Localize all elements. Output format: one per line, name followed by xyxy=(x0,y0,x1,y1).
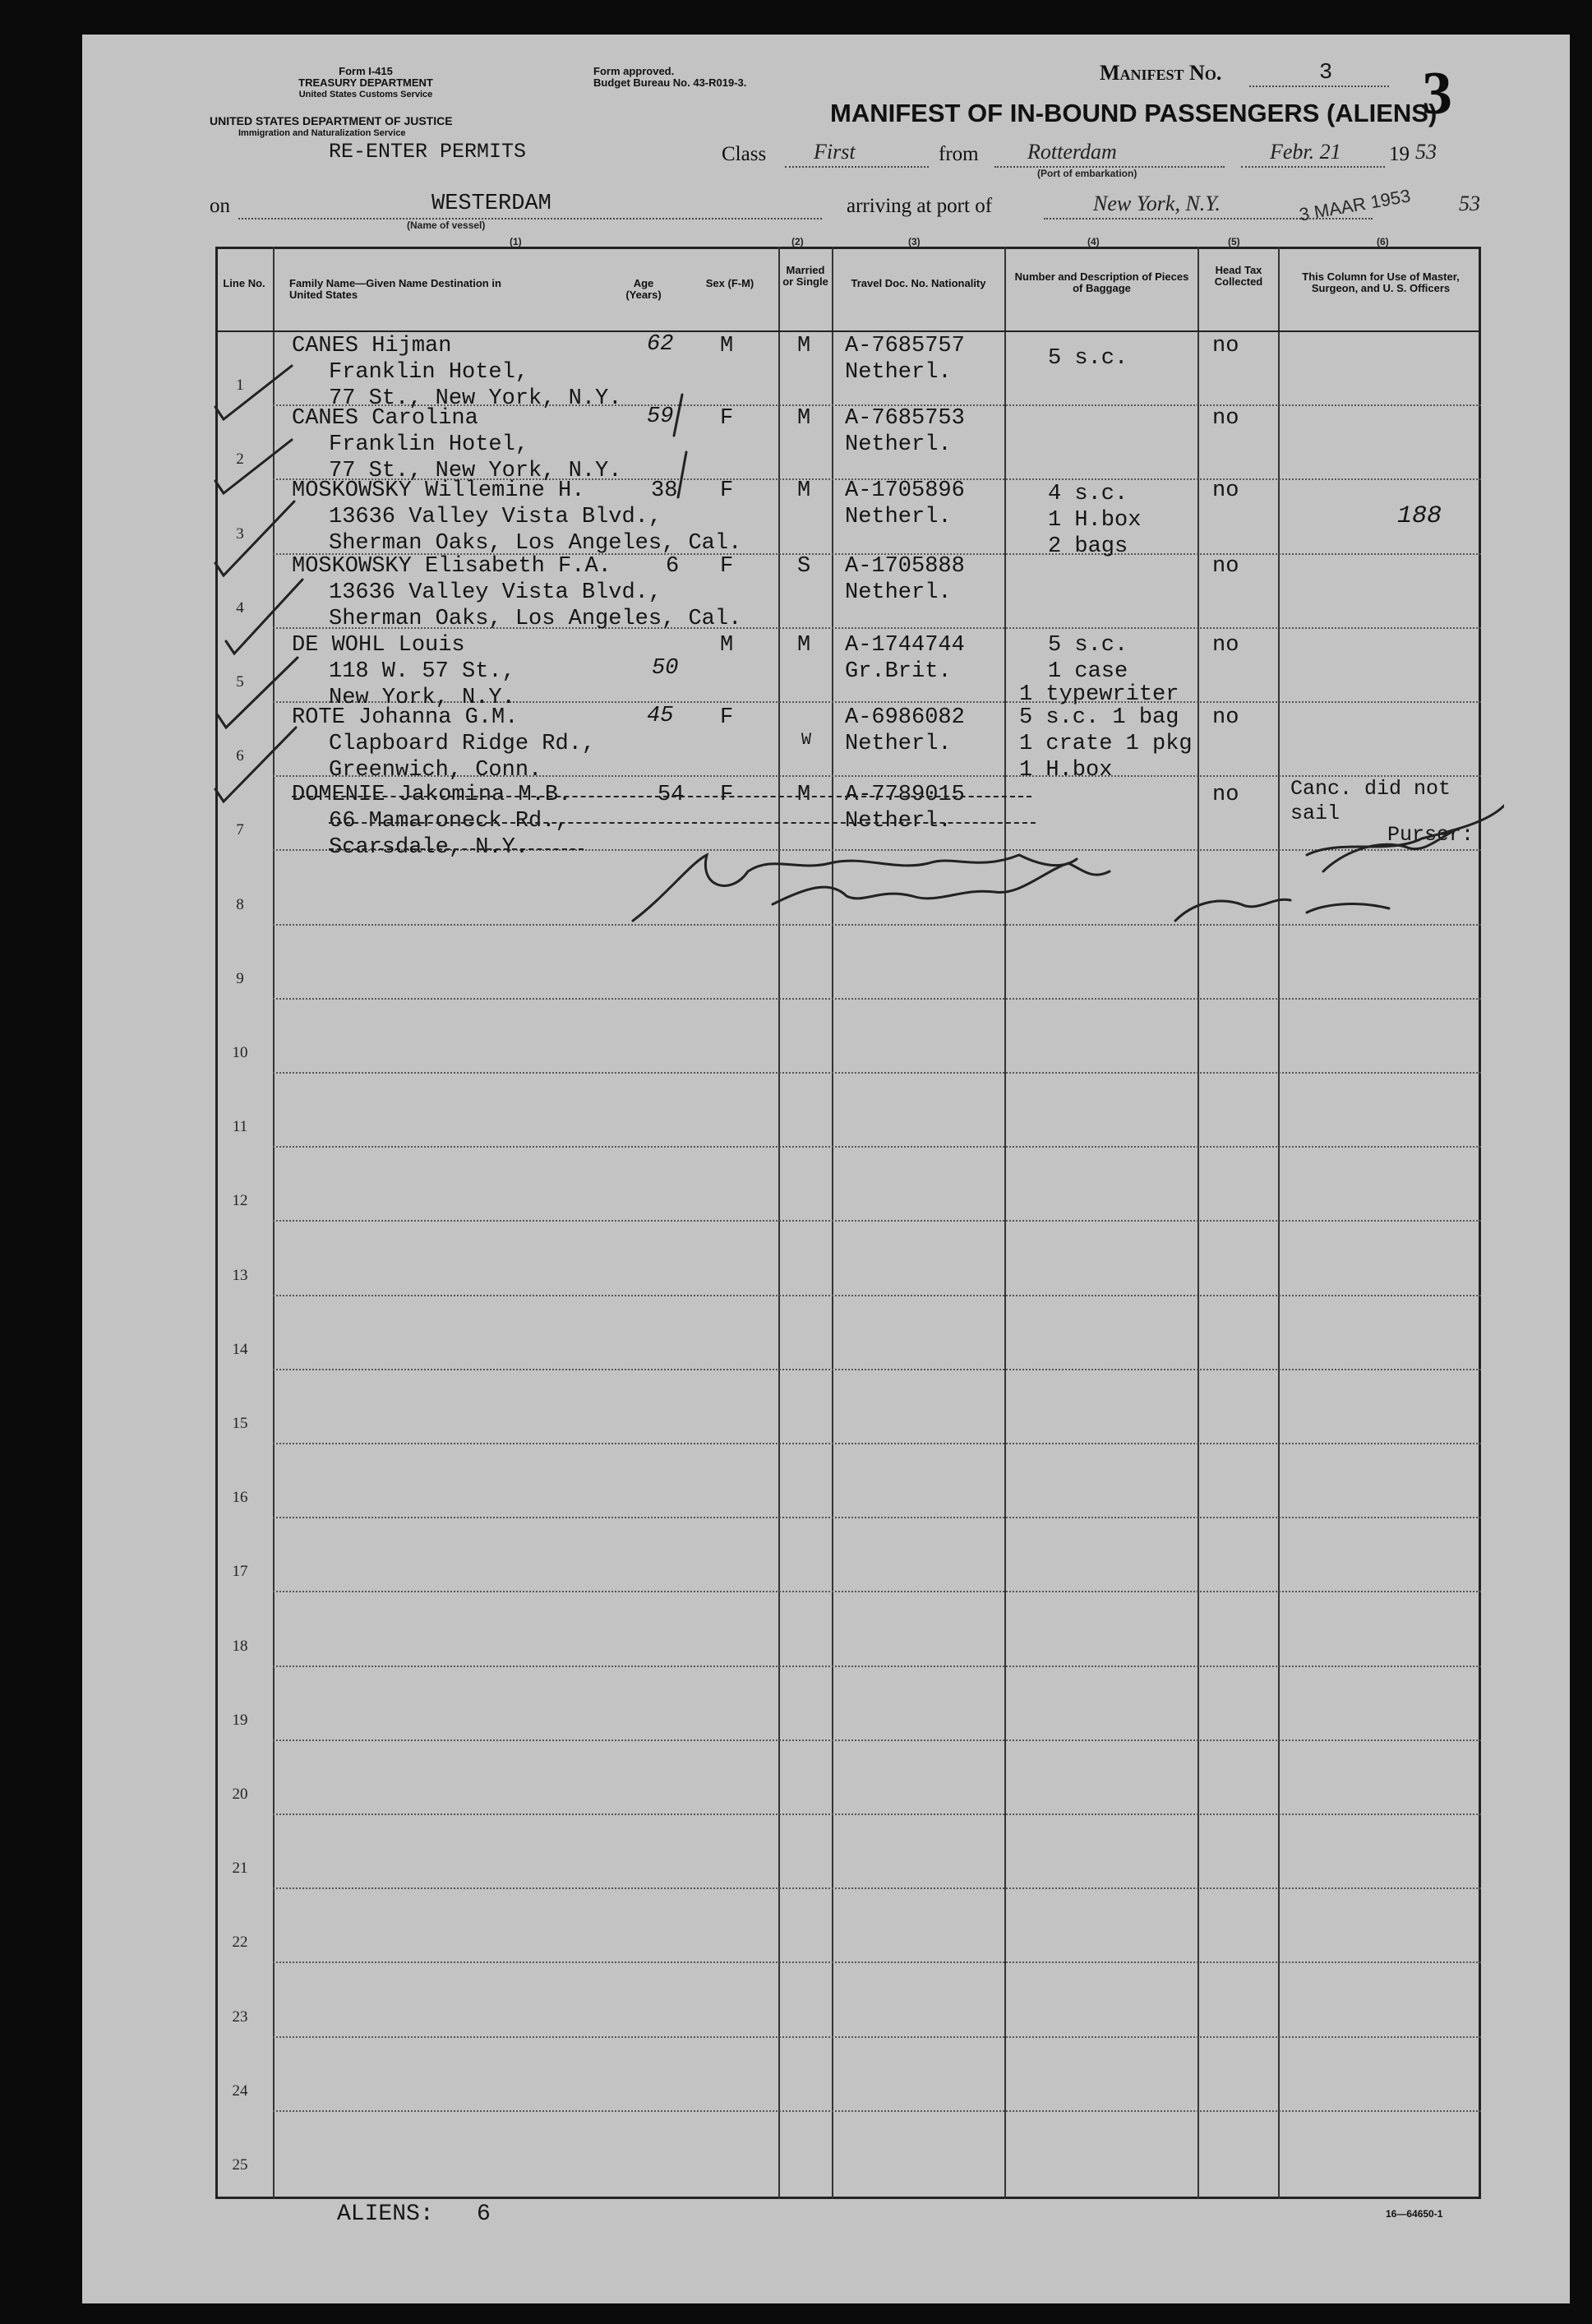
col-num-6: (6) xyxy=(1377,236,1389,247)
passenger-age: 6 xyxy=(666,554,680,579)
line-number: 17 xyxy=(232,1563,248,1580)
destination-line2: 77 St., New York, N.Y. xyxy=(329,386,622,411)
row-separator xyxy=(273,1887,1481,1889)
col-num-4: (4) xyxy=(1087,236,1100,247)
check-mark xyxy=(215,501,294,575)
passenger-name: ROTE Johanna G.M. xyxy=(292,705,519,730)
row-separator xyxy=(273,1740,1481,1741)
purser-label: Purser: xyxy=(1387,823,1474,847)
line-number: 19 xyxy=(232,1712,248,1729)
check-mark xyxy=(215,728,296,802)
signature-initials xyxy=(1175,899,1290,921)
travel-doc-number: A-7789015 xyxy=(845,783,965,807)
passenger-sex: F xyxy=(720,554,734,579)
row-separator xyxy=(273,1072,1481,1074)
check-mark xyxy=(226,580,302,654)
class-value: First xyxy=(814,140,856,164)
approval-block xyxy=(593,66,746,89)
col-num-5: (5) xyxy=(1228,236,1240,247)
departure-year: 53 xyxy=(1415,140,1437,164)
row-separator xyxy=(273,1443,1481,1444)
baggage-line2: 1 H.box xyxy=(1048,508,1142,533)
header-travel-doc: Travel Doc. No. Nationality xyxy=(851,277,986,289)
line-number: 15 xyxy=(232,1415,248,1432)
form-code: 16—64650-1 xyxy=(1386,2208,1443,2220)
purser-signature xyxy=(1323,830,1455,871)
passenger-name: DOMENIE Jakomina M.B. xyxy=(292,783,572,807)
signature xyxy=(773,863,1110,904)
ins-service: Immigration and Naturalization Service xyxy=(238,128,406,138)
check-mark xyxy=(215,440,292,493)
passenger-name: CANES Carolina xyxy=(292,406,478,431)
baggage-line3: 1 typewriter xyxy=(1019,682,1179,707)
line-number: 24 xyxy=(232,2082,248,2100)
destination-line2: New York, N.Y. xyxy=(329,686,515,710)
manifest-title: MANIFEST OF IN-BOUND PASSENGERS (ALIENS) xyxy=(830,99,1437,127)
tick-mark xyxy=(678,452,686,497)
header-head-tax: Head Tax Collected xyxy=(1214,264,1263,288)
baggage-line2: 1 crate 1 pkg xyxy=(1019,732,1193,756)
destination-line1: 13636 Valley Vista Blvd., xyxy=(329,580,662,605)
arriving-label: arriving at port of xyxy=(847,195,993,217)
officer-note: Canc. did not sail xyxy=(1290,777,1451,825)
manifest-big-number: 3 xyxy=(1422,60,1452,127)
baggage-line3: 2 bags xyxy=(1048,534,1128,559)
form-id-block xyxy=(271,66,460,100)
passenger-age: 45 xyxy=(647,704,674,728)
passenger-age: 54 xyxy=(658,783,685,807)
officer-note: 188 xyxy=(1397,502,1442,530)
baggage-line1: 5 s.c. 1 bag xyxy=(1019,705,1179,730)
destination-line1: Franklin Hotel, xyxy=(329,432,529,457)
form-approved: Form approved. xyxy=(593,65,675,77)
marital-status: S xyxy=(797,554,811,579)
col-num-2: (2) xyxy=(791,236,804,247)
row-separator xyxy=(273,1146,1481,1148)
aliens-label: ALIENS: xyxy=(337,2202,434,2227)
passenger-age: 50 xyxy=(652,656,679,681)
arrival-date-stamp: 3 MAAR 1953 xyxy=(1297,185,1413,225)
row-separator xyxy=(273,2110,1481,2112)
line-number: 3 xyxy=(236,525,244,543)
header-officers: This Column for Use of Master, Surgeon, and U. S. Officers xyxy=(1302,270,1460,294)
nationality: Gr.Brit. xyxy=(845,659,952,684)
arrival-year: 53 xyxy=(1459,192,1480,215)
treasury-dept: TREASURY DEPARTMENT xyxy=(298,76,433,89)
passenger-name: CANES Hijman xyxy=(292,334,452,358)
destination-line2: Scarsdale, N.Y. xyxy=(329,835,529,860)
line-number: 4 xyxy=(236,599,244,617)
from-value: Rotterdam xyxy=(1027,140,1117,164)
marital-status: M xyxy=(797,633,811,658)
manifest-no-value: 3 xyxy=(1319,61,1333,85)
baggage-line1: 4 s.c. xyxy=(1048,482,1128,506)
passenger-age: 62 xyxy=(647,332,674,357)
row-separator xyxy=(273,1517,1481,1518)
travel-doc-number: A-7685753 xyxy=(845,406,965,431)
baggage-line1: 5 s.c. xyxy=(1048,346,1128,371)
passenger-sex: F xyxy=(720,705,734,730)
passenger-age: 38 xyxy=(651,478,678,503)
travel-doc-number: A-1744744 xyxy=(845,633,965,658)
head-tax: no xyxy=(1212,406,1239,431)
head-tax: no xyxy=(1212,554,1239,579)
destination-line2: Greenwich, Conn. xyxy=(329,758,542,783)
col-num-1: (1) xyxy=(510,236,522,247)
passenger-sex: M xyxy=(720,633,734,658)
passenger-name: MOSKOWSKY Willemine H. xyxy=(292,478,585,503)
passenger-sex: F xyxy=(720,783,734,807)
tick-mark xyxy=(674,395,682,436)
passenger-age: 59 xyxy=(647,404,674,429)
row-separator xyxy=(273,1961,1481,1963)
signature-initials xyxy=(1307,904,1389,913)
passenger-sex: M xyxy=(720,334,734,358)
departure-date: Febr. 21 xyxy=(1270,140,1341,164)
header-married: Married or Single xyxy=(782,264,828,288)
travel-doc-number: A-6986082 xyxy=(845,705,965,730)
header-line-no: Line No. xyxy=(223,277,265,289)
header-baggage: Number and Description of Pieces of Baggage xyxy=(1014,270,1189,294)
port-embarkation-caption: (Port of embarkation) xyxy=(1037,168,1137,179)
row-separator xyxy=(273,1295,1481,1296)
head-tax: no xyxy=(1212,633,1239,658)
head-tax: no xyxy=(1212,478,1239,503)
head-tax: no xyxy=(1212,783,1239,807)
destination-line1: Clapboard Ridge Rd., xyxy=(329,732,596,756)
passenger-sex: F xyxy=(720,406,734,431)
line-number: 20 xyxy=(232,1786,248,1803)
line-number: 11 xyxy=(232,1118,248,1135)
head-tax: no xyxy=(1212,705,1239,730)
check-mark xyxy=(215,366,292,419)
line-number: 23 xyxy=(232,2008,248,2026)
destination-line2: 77 St., New York, N.Y. xyxy=(329,459,622,483)
line-number: 16 xyxy=(232,1489,248,1506)
manifest-no-label: Manifest No. xyxy=(1100,61,1222,85)
line-number: 21 xyxy=(232,1860,248,1877)
class-label: Class xyxy=(722,143,767,165)
header-name: Family Name—Given Name Destination in United States xyxy=(289,277,501,301)
nationality: Netherl. xyxy=(845,505,952,529)
line-number: 22 xyxy=(232,1934,248,1951)
line-number: 18 xyxy=(232,1638,248,1655)
row-separator xyxy=(273,2036,1481,2038)
marital-status: M xyxy=(797,334,811,358)
form-number: Form I-415 xyxy=(339,65,393,77)
baggage-line1: 5 s.c. xyxy=(1048,633,1128,658)
from-label: from xyxy=(939,143,979,165)
line-number: 14 xyxy=(232,1341,248,1358)
line-number: 2 xyxy=(236,450,244,468)
marital-status: M xyxy=(797,783,811,807)
marital-status: M xyxy=(797,478,811,503)
line-number: 7 xyxy=(236,821,244,839)
header-age: Age (Years) xyxy=(625,277,662,301)
destination-line2: Sherman Oaks, Los Angeles, Cal. xyxy=(329,531,742,556)
marital-status: W xyxy=(801,731,812,750)
row-separator xyxy=(273,1220,1481,1222)
destination-line2: Sherman Oaks, Los Angeles, Cal. xyxy=(329,607,742,631)
nationality: Netherl. xyxy=(845,580,952,605)
line-number: 5 xyxy=(236,673,244,691)
passenger-sex: F xyxy=(720,478,734,503)
vessel-name: WESTERDAM xyxy=(431,192,551,216)
vessel-caption: (Name of vessel) xyxy=(407,219,486,231)
line-number: 25 xyxy=(232,2156,248,2174)
nationality: Netherl. xyxy=(845,732,952,756)
row-separator xyxy=(273,1666,1481,1667)
customs-service: United States Customs Service xyxy=(298,90,433,99)
marital-status: M xyxy=(797,406,811,431)
check-mark xyxy=(218,658,298,728)
travel-doc-number: A-7685757 xyxy=(845,334,965,358)
line-number: 10 xyxy=(232,1044,248,1061)
nationality: Netherl. xyxy=(845,809,952,834)
baggage-line2: 1 case xyxy=(1048,659,1128,684)
travel-doc-number: A-1705888 xyxy=(845,554,965,579)
header-sex: Sex (F-M) xyxy=(705,277,754,289)
row-separator xyxy=(273,1591,1481,1592)
handwritten-marks xyxy=(205,329,1504,1028)
line-number: 6 xyxy=(236,747,244,765)
destination-line1: 118 W. 57 St., xyxy=(329,659,515,684)
destination-line1: 66 Mamaroneck Rd., xyxy=(329,809,569,834)
line-number: 9 xyxy=(236,970,244,987)
nationality: Netherl. xyxy=(845,360,952,385)
head-tax: no xyxy=(1212,334,1239,358)
travel-doc-number: A-1705896 xyxy=(845,478,965,503)
line-number: 1 xyxy=(236,377,244,394)
aliens-count: 6 xyxy=(477,2202,491,2227)
arrival-port: New York, N.Y. xyxy=(1093,192,1221,215)
passenger-name: MOSKOWSKY Elisabeth F.A. xyxy=(292,554,611,579)
year-prefix: 19 xyxy=(1389,143,1410,165)
signature xyxy=(633,855,1077,921)
passenger-name: DE WOHL Louis xyxy=(292,633,465,658)
budget-bureau: Budget Bureau No. 43-R019-3. xyxy=(593,76,747,89)
line-number: 8 xyxy=(236,896,244,913)
line-number: 12 xyxy=(232,1192,248,1209)
destination-line1: Franklin Hotel, xyxy=(329,360,529,385)
line-number: 13 xyxy=(232,1267,248,1284)
baggage-line3: 1 H.box xyxy=(1019,758,1113,783)
col-num-3: (3) xyxy=(908,236,921,247)
reentry-permits: RE-ENTER PERMITS xyxy=(329,140,527,164)
justice-dept: UNITED STATES DEPARTMENT OF JUSTICE xyxy=(210,114,453,127)
nationality: Netherl. xyxy=(845,432,952,457)
row-separator xyxy=(273,1813,1481,1815)
destination-line1: 13636 Valley Vista Blvd., xyxy=(329,505,662,529)
on-label: on xyxy=(210,195,230,217)
row-separator xyxy=(273,1369,1481,1370)
